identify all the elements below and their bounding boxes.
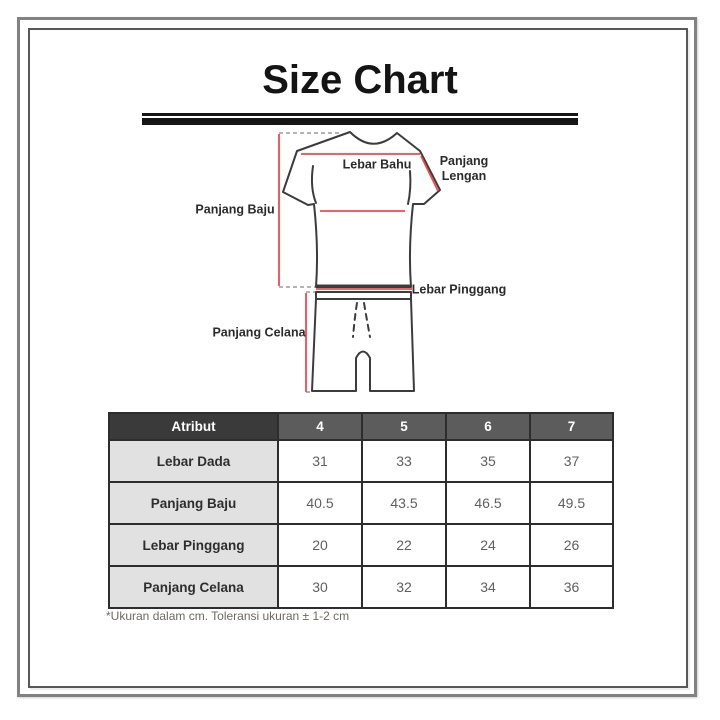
row-label-panjang-celana: Panjang Celana: [109, 566, 278, 608]
table-header-atribut: Atribut: [109, 413, 278, 440]
shorts-waistband: [316, 292, 411, 299]
cell-value: 37: [530, 440, 613, 482]
table-header-size-4: 4: [278, 413, 362, 440]
table-row: [109, 524, 613, 566]
cell-value: 22: [362, 524, 446, 566]
cell-value: 34: [446, 566, 530, 608]
cell-value: 26: [530, 524, 613, 566]
label-lebar-pinggang: Lebar Pinggang: [411, 282, 507, 297]
cell-value: 30: [278, 566, 362, 608]
size-tolerance-footnote: *Ukuran dalam cm. Toleransi ukuran ± 1-2 cm: [106, 609, 350, 623]
cell-value: 35: [446, 440, 530, 482]
cell-value: 36: [530, 566, 613, 608]
tshirt-outline: [283, 132, 440, 287]
row-label-panjang-baju: Panjang Baju: [109, 482, 278, 524]
size-table: [108, 412, 614, 609]
shorts-outline: [312, 299, 414, 391]
cell-value: 20: [278, 524, 362, 566]
cell-value: 32: [362, 566, 446, 608]
cell-value: 49.5: [530, 482, 613, 524]
cell-value: 33: [362, 440, 446, 482]
cell-value: 46.5: [446, 482, 530, 524]
table-header-row: [109, 413, 613, 440]
label-panjang-lengan: [440, 154, 489, 184]
cell-value: 40.5: [278, 482, 362, 524]
table-header-size-5: 5: [362, 413, 446, 440]
label-panjang-lengan-line1: Panjang: [439, 154, 489, 168]
label-panjang-baju: Panjang Baju: [195, 202, 275, 217]
table-header-size-7: 7: [530, 413, 613, 440]
cell-value: 43.5: [362, 482, 446, 524]
row-label-lebar-pinggang: Lebar Pinggang: [109, 524, 278, 566]
page-title: Size Chart: [262, 58, 458, 102]
cell-value: 31: [278, 440, 362, 482]
table-row: [109, 440, 613, 482]
row-label-lebar-dada: Lebar Dada: [109, 440, 278, 482]
label-lebar-bahu: Lebar Bahu: [342, 157, 412, 172]
table-row: [109, 566, 613, 608]
table-header-size-6: 6: [446, 413, 530, 440]
table-row: [109, 482, 613, 524]
label-panjang-celana: Panjang Celana: [212, 325, 306, 340]
label-panjang-lengan-line2: Lengan: [441, 169, 487, 183]
cell-value: 24: [446, 524, 530, 566]
